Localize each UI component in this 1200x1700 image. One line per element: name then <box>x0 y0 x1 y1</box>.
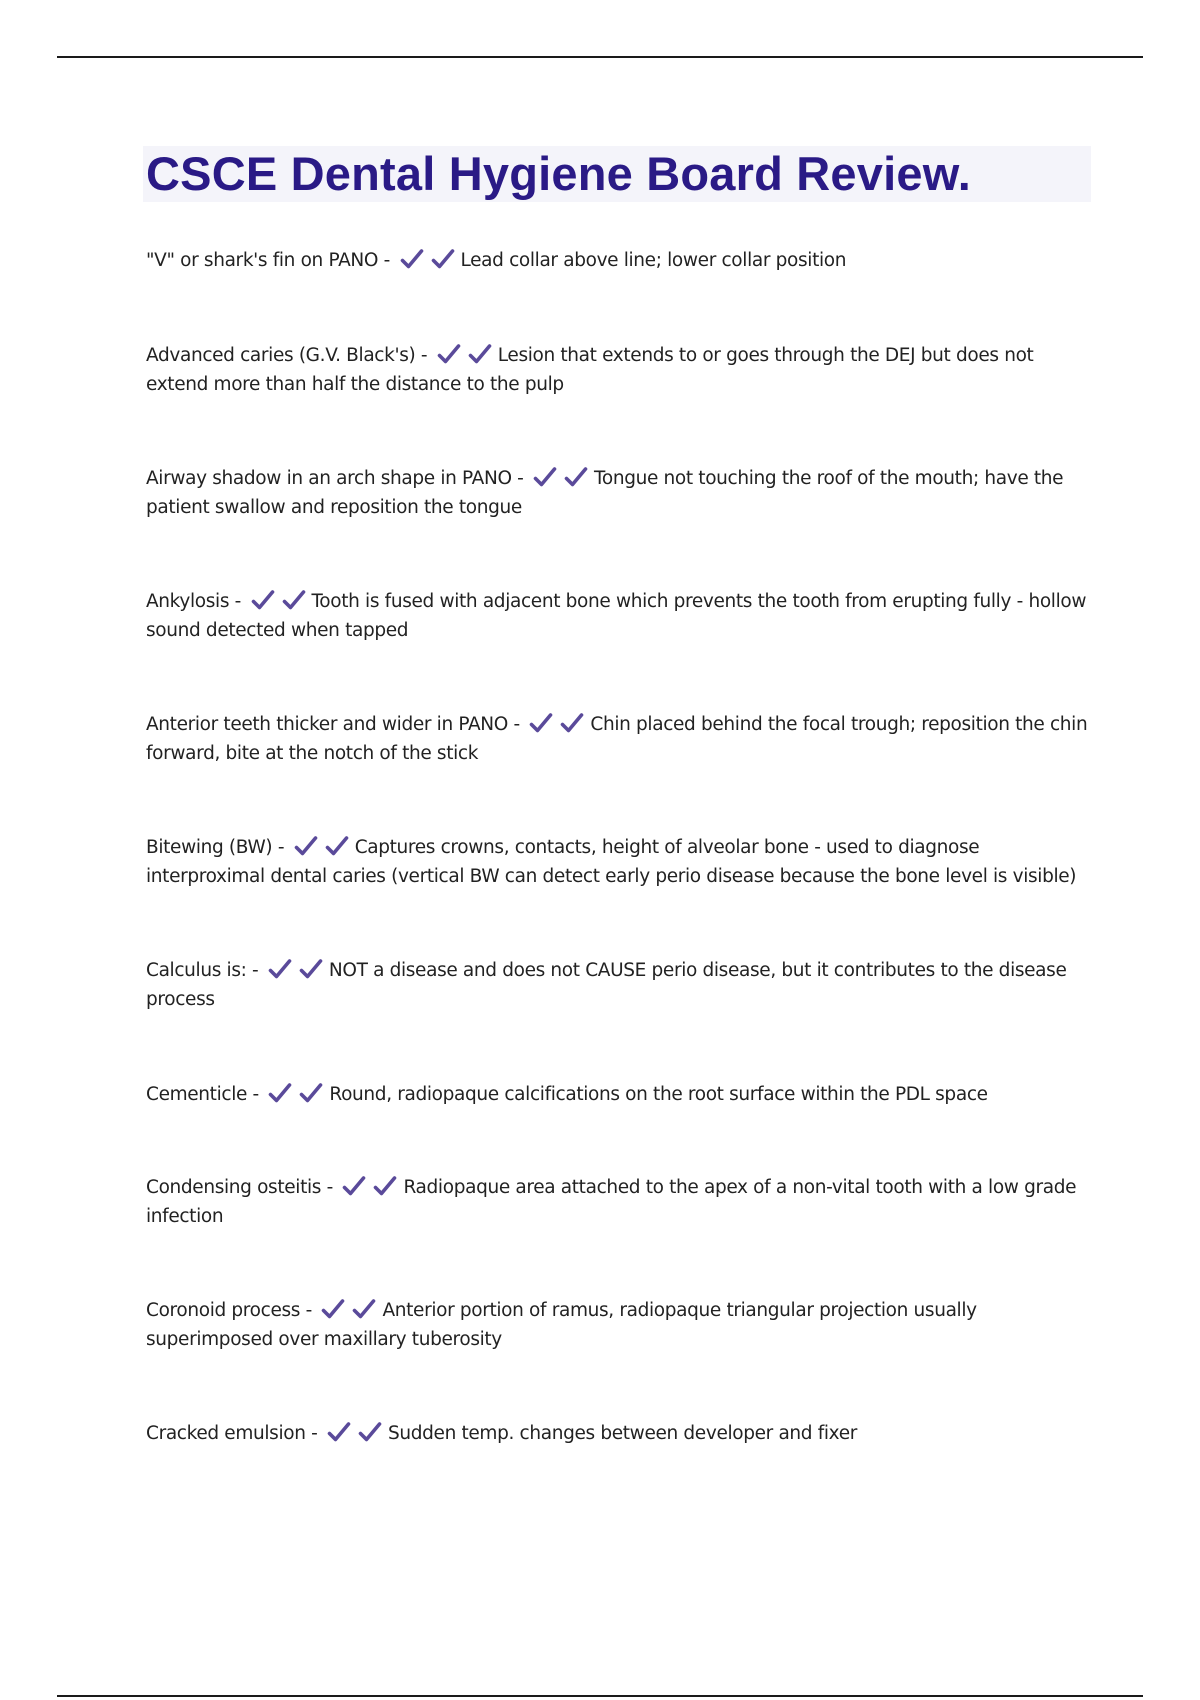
entry-term: Ankylosis <box>146 591 230 612</box>
entry-term: Calculus is: <box>146 960 253 981</box>
check-mark-icon <box>437 343 461 365</box>
entry-term: Cementicle <box>146 1084 248 1105</box>
check-mark-icon <box>468 343 492 365</box>
check-mark-icon <box>268 1082 292 1104</box>
check-mark-icon <box>299 958 323 980</box>
bottom-divider <box>57 1695 1143 1697</box>
entry-separator: - <box>252 960 264 981</box>
entry-separator: - <box>300 1300 318 1321</box>
entry-term: "V" or shark's fin on PANO <box>146 250 379 271</box>
check-mark-icon <box>529 712 553 734</box>
check-mark-icon <box>431 248 455 270</box>
flashcard-entry <box>146 464 1096 522</box>
entry-separator: - <box>272 837 290 858</box>
page-title: CSCE Dental Hygiene Board Review. <box>146 147 971 200</box>
entry-separator: - <box>508 714 526 735</box>
flashcard-entry <box>146 1296 1096 1354</box>
entry-separator: - <box>229 591 247 612</box>
check-mark-icon <box>400 248 424 270</box>
flashcard-entry <box>146 587 1096 645</box>
flashcard-entry <box>146 341 1096 399</box>
check-mark-icon <box>321 1298 345 1320</box>
check-mark-icon <box>352 1298 376 1320</box>
entry-term: Advanced caries (G.V. Black's) <box>146 345 416 366</box>
entry-definition: Tooth is fused with adjacent bone which prevents the tooth from erupting fully - hollow sound detected when tapped <box>146 591 1087 641</box>
check-mark-icon <box>533 466 557 488</box>
check-mark-icon <box>294 835 318 857</box>
entry-term: Condensing osteitis <box>146 1177 322 1198</box>
flashcard-entry <box>146 833 1096 891</box>
entry-term: Airway shadow in an arch shape in PANO <box>146 468 512 489</box>
check-mark-icon <box>282 589 306 611</box>
entry-definition: NOT a disease and does not CAUSE perio disease, but it contributes to the disease process <box>146 960 1067 1010</box>
entry-separator: - <box>415 345 433 366</box>
entry-separator: - <box>511 468 530 489</box>
flashcard-entry <box>146 1419 1096 1448</box>
entry-term: Anterior teeth thicker and wider in PANO <box>146 714 508 735</box>
entry-separator: - <box>321 1177 339 1198</box>
entry-definition: Anterior portion of ramus, radiopaque triangular projection usually superimposed over maxillary tuberosity <box>146 1300 977 1350</box>
check-mark-icon <box>325 835 349 857</box>
check-mark-icon <box>299 1082 323 1104</box>
check-mark-icon <box>327 1421 351 1443</box>
entry-term: Coronoid process <box>146 1300 301 1321</box>
check-mark-icon <box>358 1421 382 1443</box>
entry-separator: - <box>305 1423 323 1444</box>
entry-definition: Chin placed behind the focal trough; reposition the chin forward, bite at the notch of the stick <box>146 714 1088 764</box>
check-mark-icon <box>373 1175 397 1197</box>
top-divider <box>57 56 1143 58</box>
flashcard-entry <box>146 710 1096 768</box>
entry-definition: Tongue not touching the roof of the mouth; have the patient swallow and reposition the tongue <box>146 468 1064 518</box>
flashcard-entry <box>146 1080 1096 1109</box>
flashcard-entry <box>146 246 1096 275</box>
entry-term: Bitewing (BW) <box>146 837 273 858</box>
entry-definition: Round, radiopaque calcifications on the root surface within the PDL space <box>329 1084 988 1105</box>
entry-definition: Lesion that extends to or goes through the DEJ but does not extend more than half the distance to the pulp <box>146 345 1034 395</box>
entry-definition: Radiopaque area attached to the apex of a non-vital tooth with a low grade infection <box>146 1177 1077 1227</box>
flashcard-entry <box>146 956 1096 1014</box>
check-mark-icon <box>342 1175 366 1197</box>
check-mark-icon <box>251 589 275 611</box>
check-mark-icon <box>560 712 584 734</box>
flashcard-entry <box>146 1173 1096 1231</box>
entry-separator: - <box>247 1084 265 1105</box>
check-mark-icon <box>268 958 292 980</box>
check-mark-icon <box>564 466 588 488</box>
entry-term: Cracked emulsion <box>146 1423 306 1444</box>
entry-separator: - <box>378 250 396 271</box>
entry-definition: Captures crowns, contacts, height of alveolar bone - used to diagnose interproximal dental caries (vertical BW can detect early perio disease because the bone level is visible) <box>146 837 1077 887</box>
entry-definition: Sudden temp. changes between developer and fixer <box>387 1423 857 1444</box>
entry-definition: Lead collar above line; lower collar position <box>460 250 847 271</box>
